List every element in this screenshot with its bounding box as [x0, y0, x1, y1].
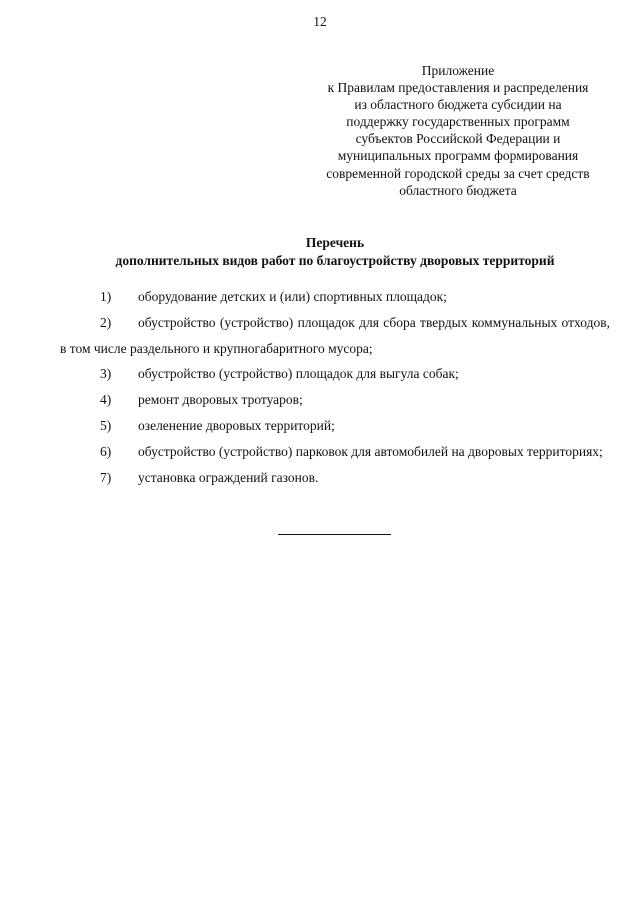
item-number: 1) [100, 289, 112, 304]
item-number: 6) [100, 443, 112, 459]
item-number: 4) [100, 392, 112, 408]
item-text: ремонт дворовых тротуаров; [138, 392, 303, 408]
appendix-line: к Правилам предоставления и распределения [327, 80, 589, 96]
list-item [60, 310, 610, 362]
page-number: 12 [313, 14, 327, 29]
item-number: 3) [100, 366, 112, 382]
appendix-line: муниципальных программ формирования [337, 148, 579, 164]
item-number: 5) [100, 417, 112, 433]
list-item [60, 284, 610, 310]
appendix-line: поддержку государственных программ [346, 114, 570, 130]
appendix-line: областного бюджета [399, 182, 517, 198]
list-item [60, 413, 610, 439]
end-divider [278, 534, 391, 535]
title-heading: Перечень [305, 235, 365, 250]
item-text: обустройство (устройство) площадок для сбора твердых коммунальных отходов, в том числе раздельного и крупногабаритного мусора; [60, 314, 610, 356]
appendix-line: Приложение [421, 63, 495, 78]
item-number: 2) [100, 314, 112, 330]
item-text: обустройство (устройство) парковок для автомобилей на дворовых территориях; [138, 443, 603, 459]
document-title [0, 234, 640, 270]
item-number: 7) [100, 469, 112, 485]
item-text: озеленение дворовых территорий; [138, 417, 335, 433]
list-item [60, 465, 610, 491]
appendix-line: субъектов Российской Федерации и [355, 131, 561, 147]
appendix-line: современной городской среды за счет средств [326, 165, 590, 181]
item-text: оборудование детских и (или) спортивных площадок; [138, 289, 447, 304]
appendix-line: из областного бюджета субсидии на [354, 97, 562, 113]
item-text: установка ограждений газонов. [138, 469, 319, 485]
list-item [60, 387, 610, 413]
list-item [60, 361, 610, 387]
item-text: обустройство (устройство) площадок для выгула собак; [138, 366, 459, 382]
title-subheading: дополнительных видов работ по благоустройству дворовых территорий [115, 253, 555, 268]
list-item [60, 439, 610, 465]
work-types-list [60, 284, 610, 490]
appendix-block [300, 62, 616, 199]
